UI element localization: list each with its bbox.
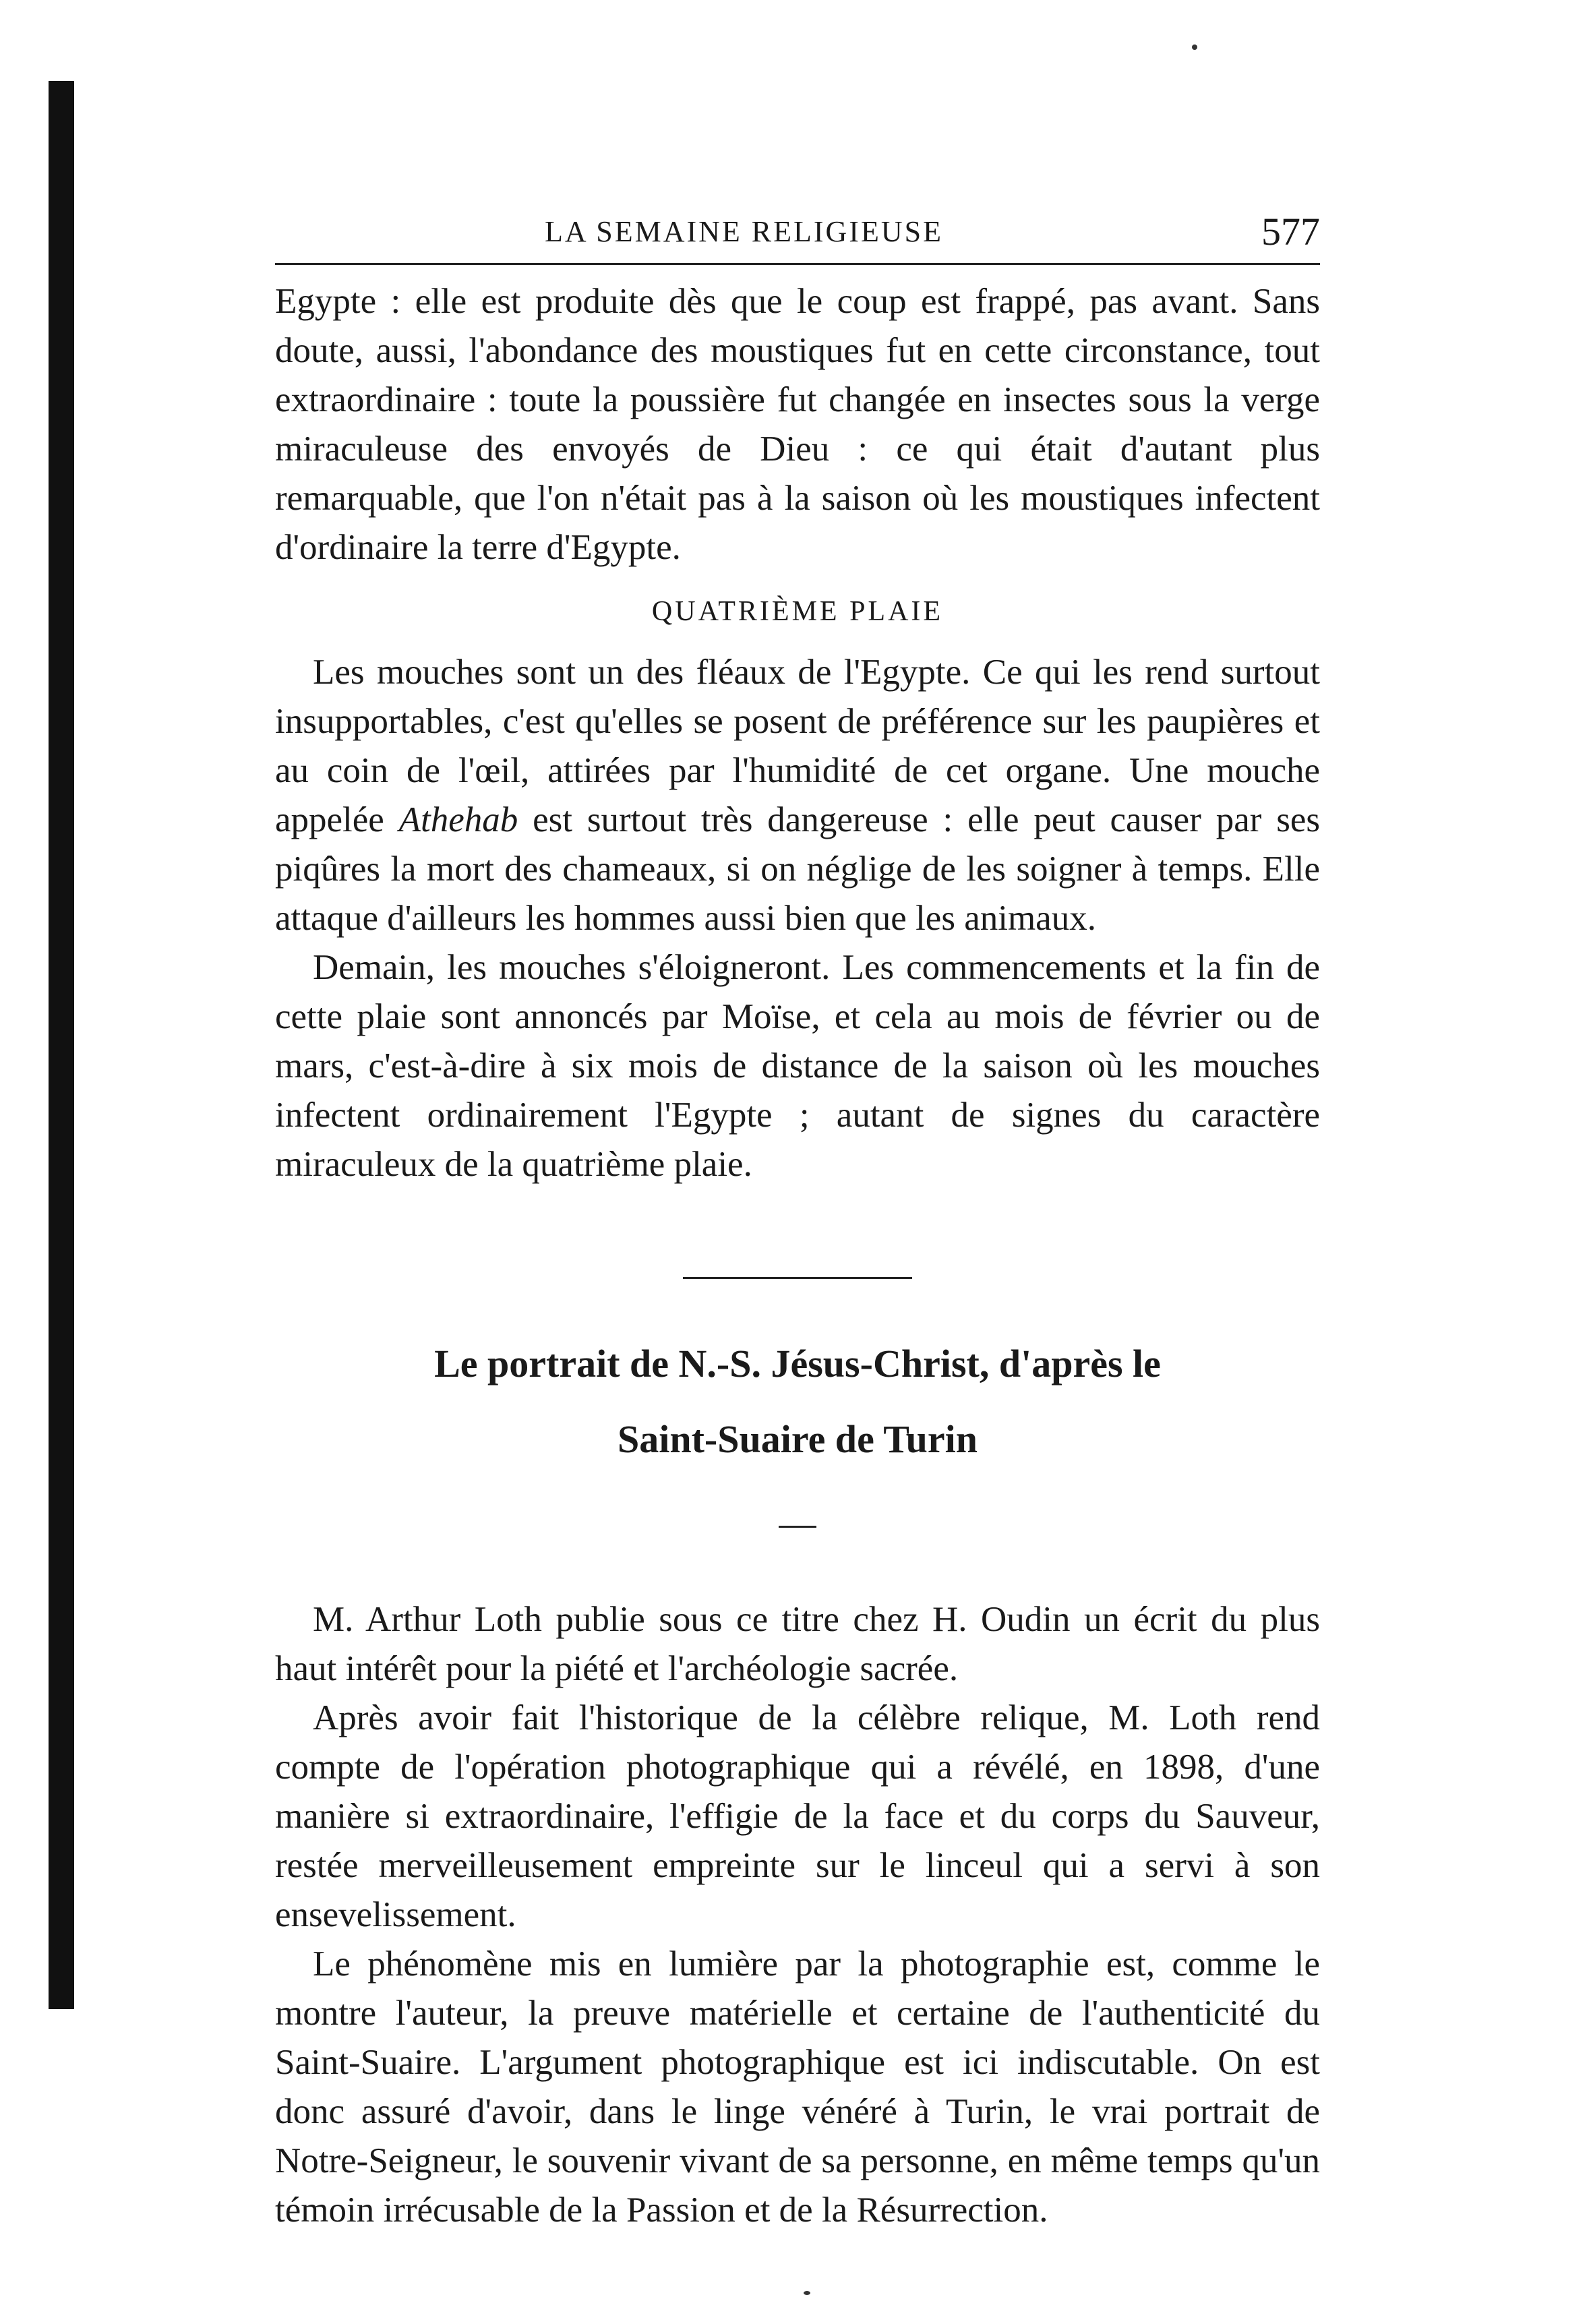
insect-name-term: Athehab	[398, 800, 518, 839]
section-subheading: QUATRIÈME PLAIE	[651, 596, 944, 627]
title-dash	[779, 1526, 816, 1528]
book-page	[275, 202, 1320, 2235]
continuation-paragraph: Egypte : elle est produite dès que le coup est frappé, pas avant. Sans doute, aussi, l'abondance des moustiques fut en cette circonstance, tout extraordinaire : toute la poussière fut changée en insectes sous la verge miraculeuse des envoyés de Dieu : ce qui était d'autant plus remarquable, que l'on n'était pas à la saison où les moustiques infectent d'ordinaire la terre d'Egypte.	[275, 282, 1320, 567]
plague-paragraph-2: Demain, les mouches s'éloigneront. Les commencements et la fin de cette plaie sont annoncés par Moïse, et cela au mois de février ou de mars, c'est-à-dire à six mois de distance de la saison où les mouches infectent ordinairement l'Egypte ; autant de signes du caractère miraculeux de la quatrième plaie.	[275, 948, 1320, 1184]
section-separator	[683, 1277, 912, 1279]
header-rule	[275, 263, 1320, 265]
plague-paragraph-1-start: Les mouches sont un des fléaux de l'Egypte. Ce qui les rend surtout insupportables, c'est qu'elles se posent de préférence sur les paupières et au coin de l'œil, attirées par l'humidité de cet organe. Une mouche appelée	[275, 653, 1320, 839]
page-number: 577	[1261, 210, 1320, 254]
plague-paragraph-1-end: est surtout très dangereuse : elle peut causer par ses piqûres la mort des chameaux, si on néglige de les soigner à temps. Elle attaque d'ailleurs les hommes aussi bien que les animaux.	[275, 800, 1320, 938]
article-paragraph-3: Le phénomène mis en lumière par la photographie est, comme le montre l'auteur, la preuve matérielle et certaine de l'authenticité du Saint-Suaire. L'argument photographique est ici indiscutable. On est donc assuré d'avoir, dans le linge vénéré à Turin, le vrai portrait de Notre-Seigneur, le souvenir vivant de sa personne, en même temps qu'un témoin irrécusable de la Passion et de la Résurrection.	[275, 1944, 1320, 2230]
article-paragraph-1: M. Arthur Loth publie sous ce titre chez H. Oudin un écrit du plus haut intérêt pour la piété et l'archéologie sacrée.	[275, 1600, 1320, 1688]
plague-paragraph-1	[275, 648, 1320, 943]
article-paragraph-2: Après avoir fait l'historique de la célèbre relique, M. Loth rend compte de l'opération photographique qui a révélé, en 1898, d'une manière si extraordinaire, l'effigie de la face et du corps du Sauveur, restée merveilleusement empreinte sur le linceul qui a servi à son ensevelissement.	[275, 1698, 1320, 1934]
scan-binding-shadow	[49, 81, 74, 2009]
scan-speck	[804, 2291, 810, 2295]
scan-speck	[1192, 44, 1197, 50]
running-head-title: LA SEMAINE RELIGIEUSE	[545, 215, 943, 248]
article-title-line-1: Le portrait de N.-S. Jésus-Christ, d'après le	[434, 1342, 1161, 1386]
article-title-line-2: Saint-Suaire de Turin	[617, 1417, 978, 1461]
running-head	[275, 202, 1320, 263]
